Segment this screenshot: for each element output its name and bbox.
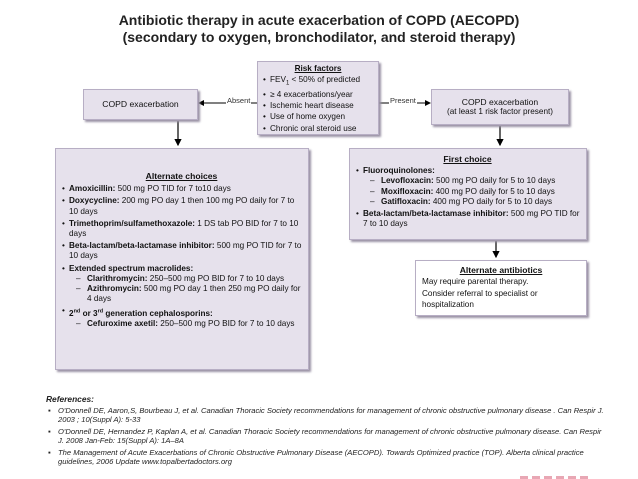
copd-exacerbation-present-title: COPD exacerbation	[461, 96, 539, 107]
copd-exacerbation-present-sub: (at least 1 risk factor present)	[446, 107, 554, 116]
reference-item: ▪ The Management of Acute Exacerbations of Chronic Obstructive Pulmonary Disease (AECOPD). Towards Optimized practice (TOP). Alberta clinical practice guidelines, 2006 Update www.topalbertadoctors.org	[46, 448, 606, 466]
risk-item: • Use of home oxygen	[262, 112, 374, 122]
drug-subitem: – Moxifloxacin: 400 mg PO daily for 5 to 10 days	[363, 187, 580, 197]
drug-item: • Amoxicillin: 500 mg PO TID for 7 to10 days	[61, 184, 302, 194]
alternate-antibiotics-line2: Consider referral to specialist or hospitalization	[422, 289, 538, 309]
fluoroquinolone-sublist	[363, 176, 580, 207]
drug-item: • Beta-lactam/beta-lactamase inhibitor: 500 mg PO TID for 7 to 10 days	[355, 209, 580, 229]
drug-subitem: – Gatifloxacin: 400 mg PO daily for 5 to 10 days	[363, 197, 580, 207]
references	[46, 395, 606, 469]
edge-absent-label: Absent	[227, 96, 251, 105]
risk-item: • Ischemic heart disease	[262, 101, 374, 111]
risk-factors-header: Risk factors	[294, 64, 342, 73]
risk-factors-list	[262, 75, 374, 134]
risk-item: • Chronic oral steroid use	[262, 124, 374, 134]
alternate-choices-header: Alternate choices	[145, 171, 218, 181]
risk-factors-box	[257, 61, 379, 135]
first-choice-box	[349, 148, 587, 240]
drug-subitem: – Clarithromycin: 250–500 mg PO BID for 7 to 10 days	[69, 274, 302, 284]
references-header: References:	[46, 394, 94, 404]
edge-present-label: Present	[390, 96, 416, 105]
alternate-choices-box	[55, 148, 309, 370]
drug-item: • Extended spectrum macrolides: – Clarithromycin: 250–500 mg PO BID for 7 to 10 days – Azithromycin: 500 mg PO day 1 then 250 mg PO daily for 4 days	[61, 264, 302, 305]
first-choice-header: First choice	[443, 154, 492, 164]
reference-item: ▪ O'Donnell DE, Aaron,S, Bourbeau J, et al. Canadian Thoracic Society recommendations for management of chronic obstructive pulmonary disease . Can Respir J. 2003 ; 10(Suppl A): 5-33	[46, 406, 606, 424]
drug-subitem: – Cefuroxime axetil: 250–500 mg PO BID for 7 to 10 days	[69, 319, 302, 329]
title-line-1: Antibiotic therapy in acute exacerbation of COPD (AECOPD)	[118, 12, 520, 28]
drug-item: • 2nd or 3rd generation cephalosporins: – Cefuroxime axetil: 250–500 mg PO BID for 7 to 10 days	[61, 306, 302, 329]
alternate-antibiotics-line1: May require parental therapy.	[422, 277, 529, 287]
copd-exacerbation-present-box	[431, 89, 569, 125]
drug-item: • Beta-lactam/beta-lactamase inhibitor: 500 mg PO TID for 7 to 10 days	[61, 241, 302, 261]
reference-item: ▪ O'Donnell DE, Hernandez P, Kaplan A, et al. Canadian Thoracic Society recommendations for management of chronic obstructive pulmonary disease. Can Respir J. 2008 Jan-Feb: 15(Suppl A): 1A–8A	[46, 427, 606, 445]
alternate-antibiotics-header: Alternate antibiotics	[459, 265, 543, 275]
macrolide-sublist	[69, 274, 302, 305]
copd-exacerbation-label: COPD exacerbation	[102, 99, 179, 110]
alternate-choices-list	[61, 184, 302, 329]
title-line-2: (secondary to oxygen, bronchodilator, and steroid therapy)	[122, 29, 516, 45]
first-choice-list	[355, 166, 580, 229]
risk-item-fev: • $FEV_1 < 50\%$ of predicted	[262, 75, 374, 89]
risk-item: • ≥ 4 exacerbations/year	[262, 90, 374, 100]
copd-exacerbation-absent-box	[83, 89, 198, 120]
drug-item: • Fluoroquinolones: – Levofloxacin: 500 mg PO daily for 5 to 10 days – Moxifloxacin: 400 mg PO daily for 5 to 10 days – Gatifloxacin: 400 mg PO daily for 5 to 10 days	[355, 166, 580, 207]
drug-subitem: – Levofloxacin: 500 mg PO daily for 5 to 10 days	[363, 176, 580, 186]
cephalosporin-sublist	[69, 319, 302, 329]
drug-subitem: – Azithromycin: 500 mg PO day 1 then 250 mg PO daily for 4 days	[69, 284, 302, 304]
drug-item: • Doxycycline: 200 mg PO day 1 then 100 mg PO daily for 7 to 10 days	[61, 196, 302, 216]
drug-item: • Trimethoprim/sulfamethoxazole: 1 DS tab PO BID for 7 to 10 days	[61, 219, 302, 239]
alternate-antibiotics-box	[415, 260, 587, 316]
